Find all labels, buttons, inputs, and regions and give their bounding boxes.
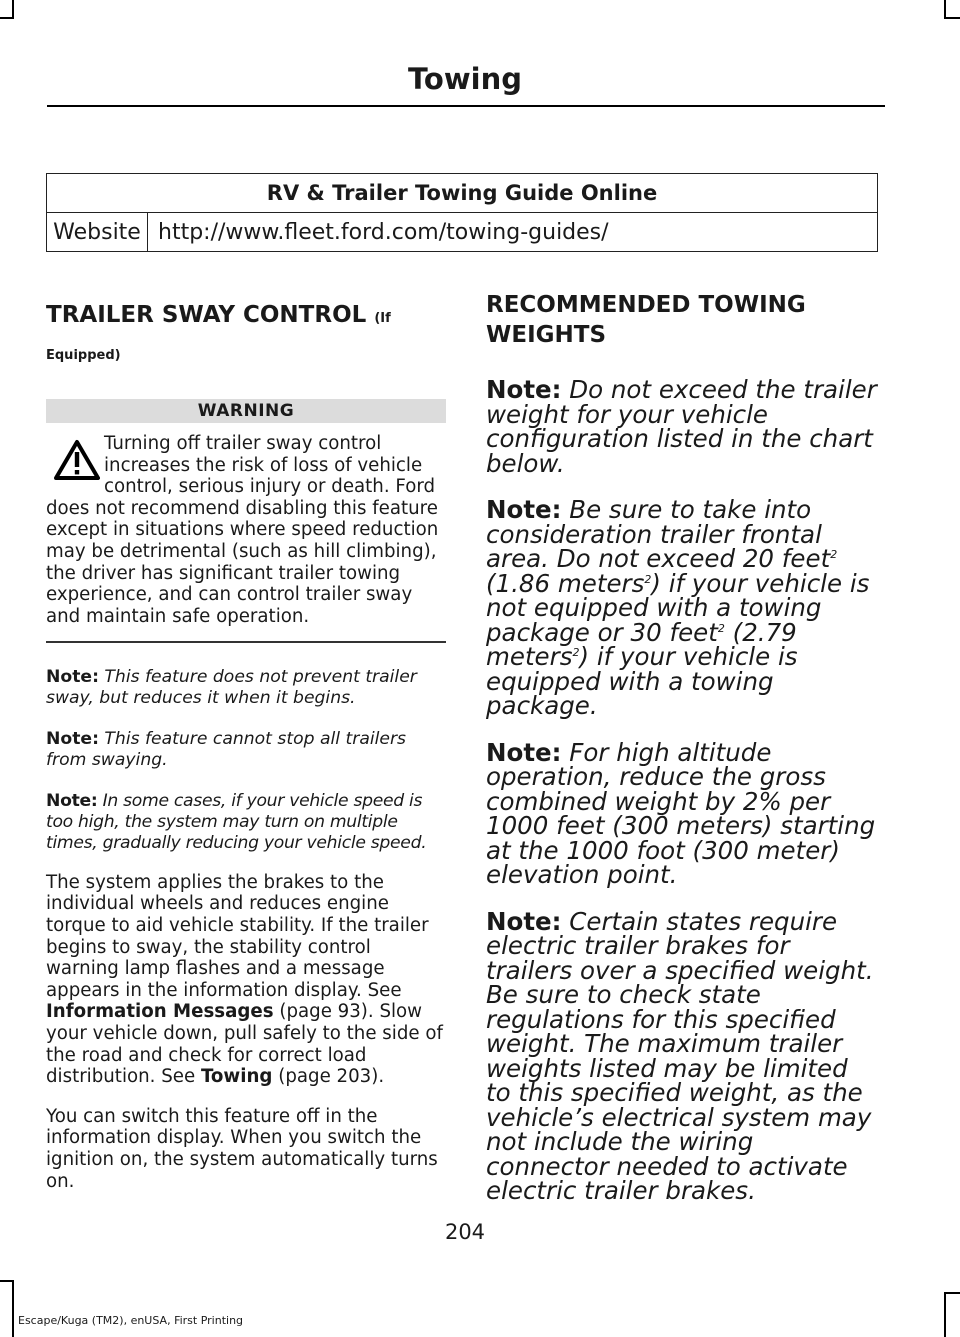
equipped-label: Equipped) [46, 348, 121, 363]
section-heading-weights: RECOMMENDED TOWING [486, 292, 806, 318]
body-paragraph: You can switch this feature off in the information display. When you switch the ignition on, the system automatically turns on. [46, 1105, 438, 1192]
note: Note: For high altitude operation, reduce the gross combined weight by 2% per 1000 feet (300 meters) starting at the 1000 foot (300 meter) elevation point. [486, 737, 876, 889]
warning-bar: WARNING [46, 399, 446, 423]
crop-mark [944, 0, 946, 18]
table-title: RV & Trailer Towing Guide Online [47, 174, 878, 213]
warning-text: does not recommend disabling this feature except in situations where speed reduction may be detrimental (such as hill climbing), the driver has significant trailer towing experience, and can control trailer sway and maintain safe operation. [46, 497, 439, 627]
section-heading-weights-line2: WEIGHTS [486, 322, 607, 348]
left-column [46, 300, 446, 1192]
note: Note: This feature does not prevent trailer sway, but reduces it when it begins. [46, 666, 417, 708]
note: Note: Certain states require electric trailer brakes for trailers over a specified weight. Be sure to check state regulations for this specified weight. The maximum trailer weights listed may be limited to this specified weight, as the vehicle’s electrical system may not include the wiring connector needed to activate electric trailer brakes. [486, 906, 874, 1205]
right-column [486, 290, 880, 1204]
note: Note: This feature cannot stop all trailers from swaying. [46, 728, 407, 770]
crop-mark [12, 0, 14, 18]
crop-mark [0, 1280, 14, 1282]
page-header-title: Towing [408, 62, 522, 96]
section-heading-sway: TRAILER SWAY CONTROL (If [46, 302, 391, 328]
warning-line: control, serious injury or death. Ford [104, 476, 436, 498]
crop-mark [944, 1292, 960, 1294]
note: Note: Do not exceed the trailer weight for your vehicle configuration listed in the chart below. [486, 375, 877, 478]
warning-triangle-icon [54, 439, 100, 481]
table-cell-url: http://www.fleet.ford.com/towing-guides/ [148, 213, 878, 252]
note: Note: In some cases, if your vehicle speed is too high, the system may turn on multiple times, gradually reducing your vehicle speed. [46, 790, 427, 853]
towing-guide-table [46, 173, 878, 252]
note: Note: Be sure to take into consideration trailer frontal area. Do not exceed 20 feet$^2$ (1.86 meters$^2$) if your vehicle is not equipped with a towing package or 30 feet$^2$ (2.79 meters$^2$) if your vehicle is equipped with a towing package. [486, 495, 870, 720]
header-divider [47, 105, 885, 107]
footer-text: Escape/Kuga (TM2), enUSA, First Printing [18, 1314, 244, 1327]
warning-divider [46, 641, 446, 643]
warning-line: increases the risk of loss of vehicle [104, 454, 423, 476]
table-row [47, 213, 878, 252]
crop-mark [0, 17, 14, 19]
body-paragraph: The system applies the brakes to the individual wheels and reduces engine torque to aid vehicle stability. If the trailer begins to sway, the stability control warning lamp flashes and a message appears in the information display. See Information Messages (page 93). Slow your vehicle down, pull safely to the side of the road and check for correct load distribution. See Towing (page 203). [46, 871, 443, 1088]
warning-line: Turning off trailer sway control [104, 433, 382, 454]
crop-mark [12, 1280, 14, 1337]
cross-reference-link[interactable]: Towing [200, 1066, 273, 1088]
warning-box [46, 433, 446, 627]
page-number: 204 [444, 1220, 486, 1244]
crop-mark [944, 1292, 946, 1337]
crop-mark [944, 17, 960, 19]
cross-reference-link[interactable]: Information Messages [46, 1001, 274, 1023]
table-cell-key: Website [47, 213, 148, 252]
